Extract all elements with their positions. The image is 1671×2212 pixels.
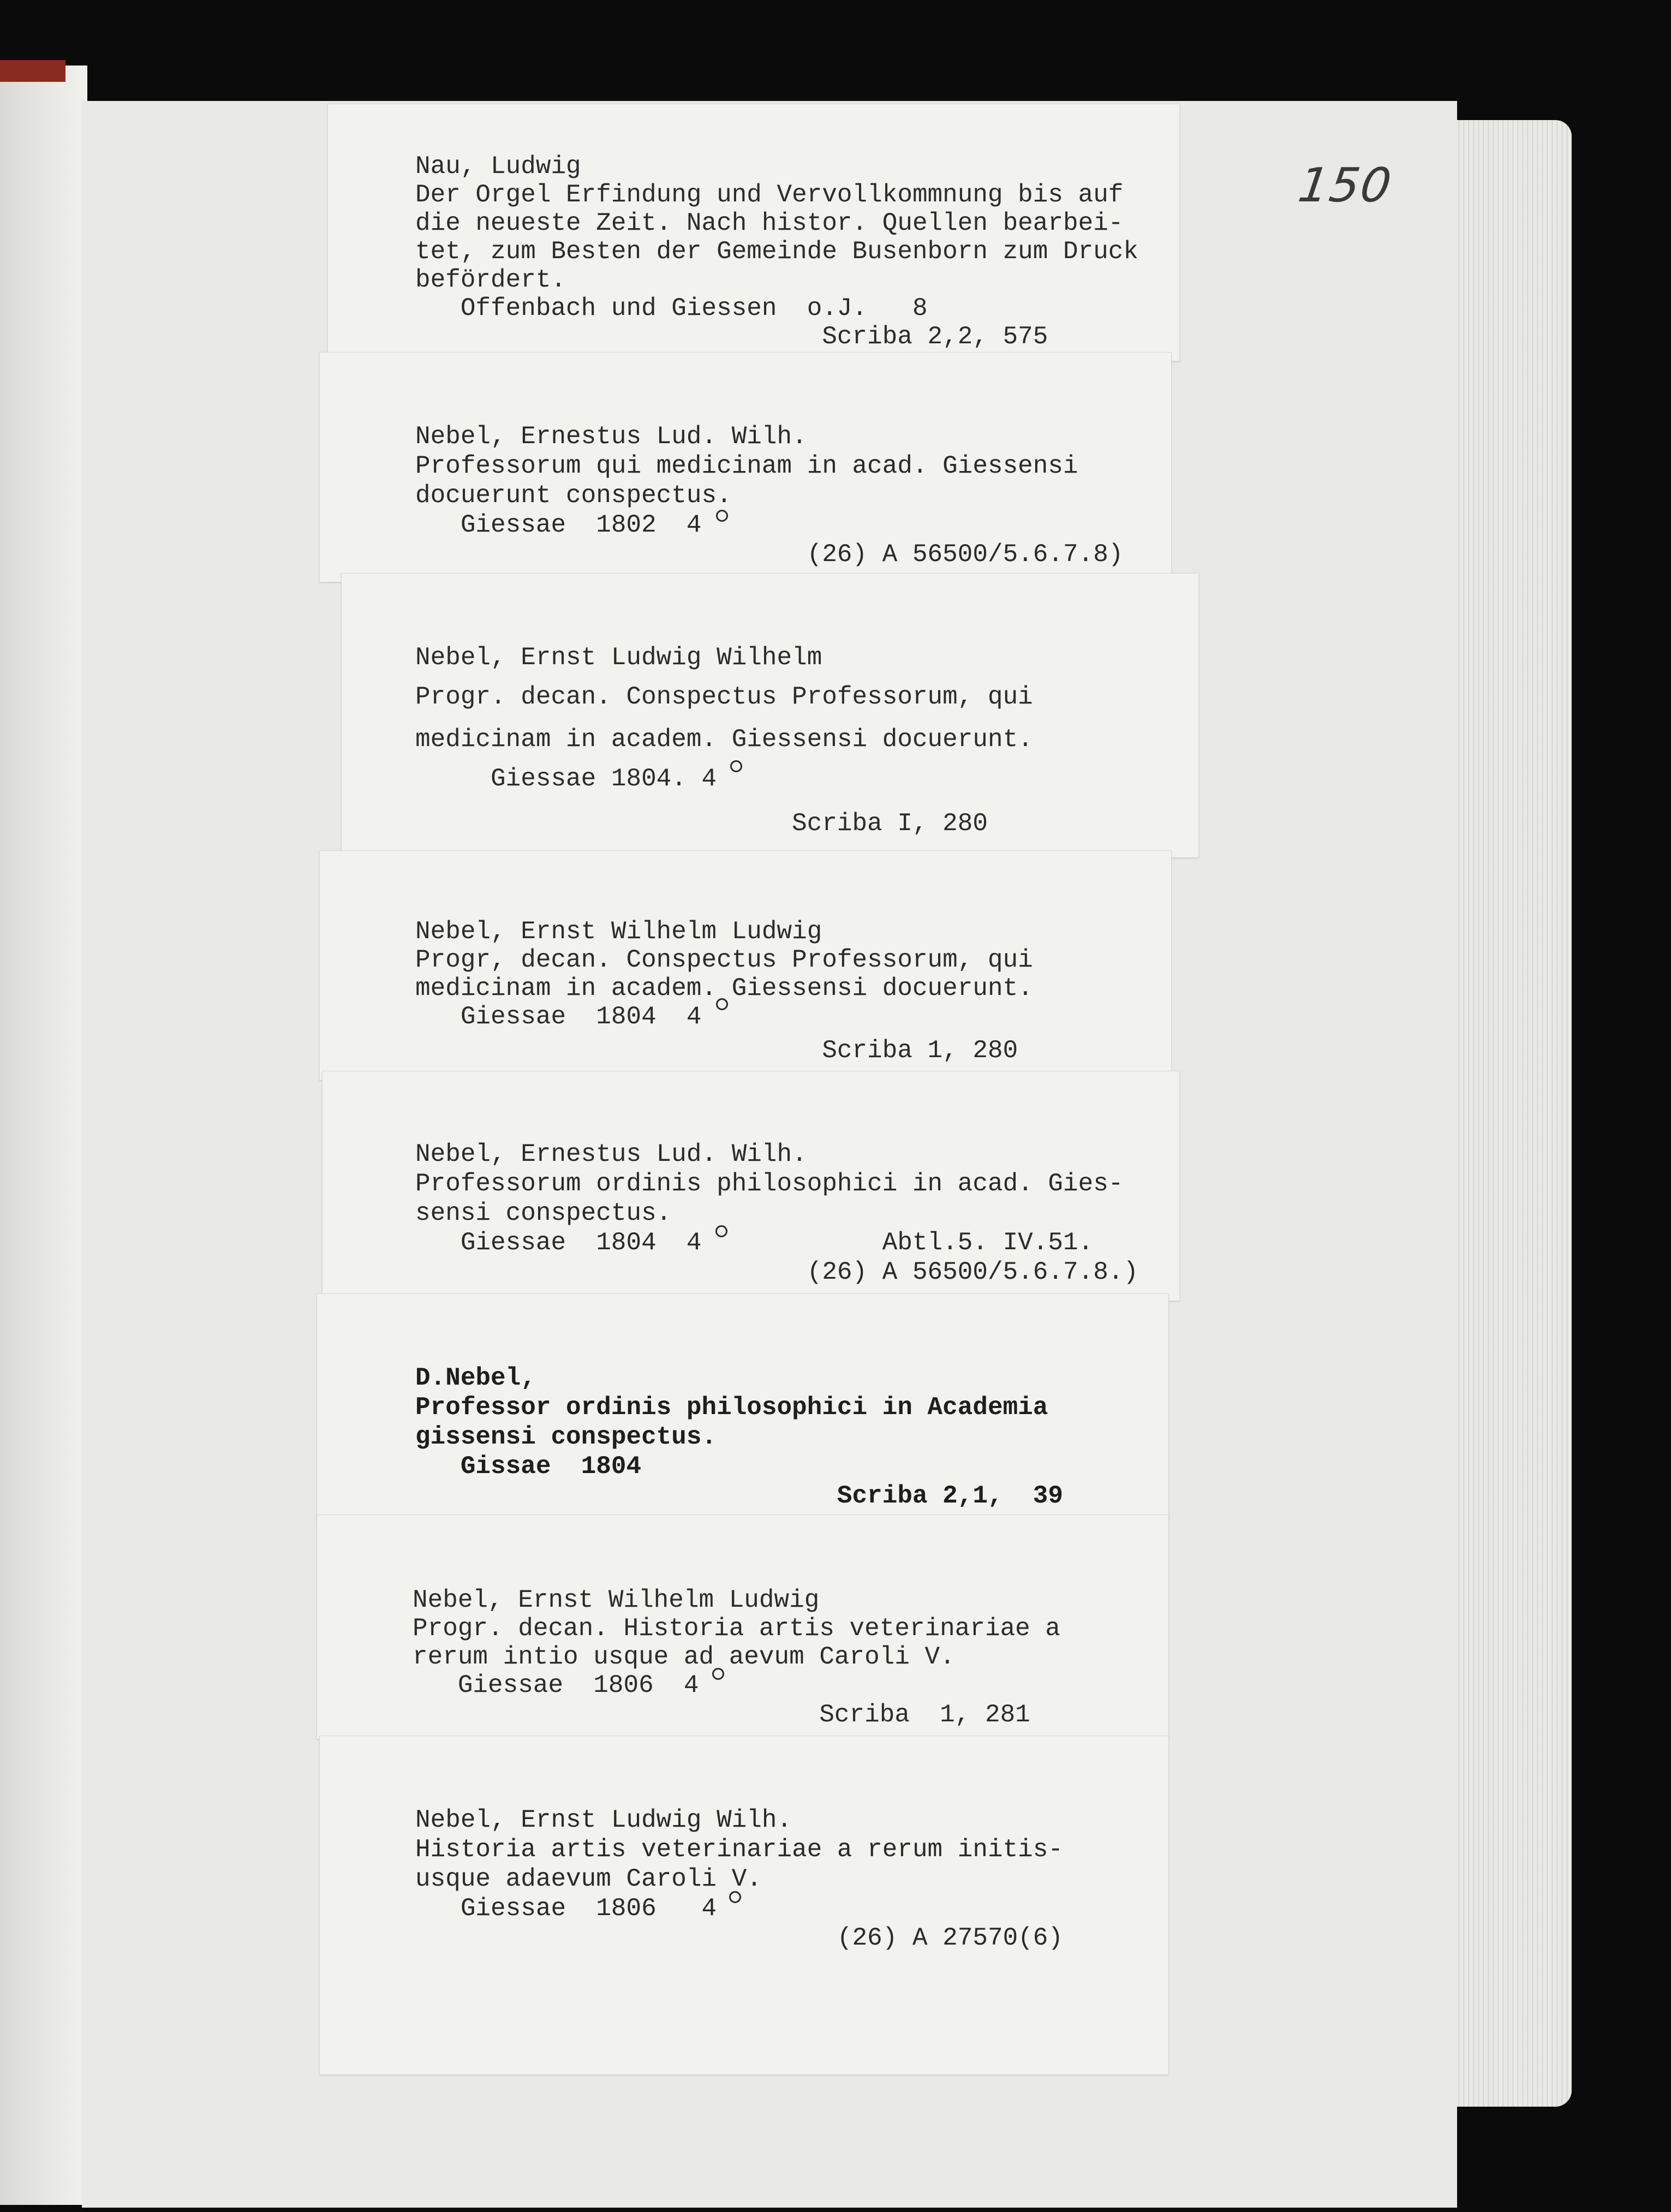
card-line: D.Nebel, [415, 1364, 536, 1392]
card-line: Professorum ordinis philosophici in acad. Gies- [415, 1170, 1124, 1198]
card-line: (26) A 56500/5.6.7.8.) [415, 1258, 1139, 1286]
card-line: Scriba 1, 281 [413, 1701, 1030, 1729]
card-line: Giessae 1806 4 [415, 1894, 717, 1923]
card-line: Nebel, Ernst Wilhelm Ludwig [415, 917, 822, 946]
card-line: rerum intio usque ad aevum Caroli V. [413, 1643, 955, 1671]
card-line: Professor ordinis philosophici in Academia [415, 1393, 1048, 1422]
card-line: die neueste Zeit. Nach histor. Quellen bearbei- [415, 209, 1124, 237]
card-line: Nebel, Ernestus Lud. Wilh. [415, 422, 807, 451]
degree-sign [715, 1225, 727, 1237]
degree-sign [729, 1891, 741, 1903]
card-line: Giessae 1806 4 [413, 1671, 699, 1700]
catalog-card [319, 352, 1172, 582]
degree-sign [716, 510, 728, 522]
card-line: Progr. decan. Historia artis veterinariae a [413, 1614, 1060, 1643]
card-line: Nau, Ludwig [415, 152, 581, 181]
degree-sign [730, 760, 742, 772]
catalog-card [327, 104, 1180, 361]
card-line: tet, zum Besten der Gemeinde Busenborn zum Druck [415, 237, 1139, 266]
card-line: (26) A 56500/5.6.7.8) [415, 540, 1124, 569]
card-line: Giessae 1804. 4 [415, 765, 717, 793]
card-line: Scriba I, 280 [415, 809, 988, 838]
card-line: sensi conspectus. [415, 1199, 672, 1227]
card-line: medicinam in academ. Giessensi docuerunt. [415, 725, 1033, 754]
catalog-card [322, 1071, 1180, 1301]
card-line: Nebel, Ernestus Lud. Wilh. [415, 1140, 807, 1168]
card-line: (26) A 27570(6) [415, 1924, 1063, 1952]
card-line: Professorum qui medicinam in acad. Giessensi [415, 452, 1078, 480]
card-line: usque adaevum Caroli V. [415, 1865, 762, 1893]
card-line: Giessae 1804 4 [415, 1003, 702, 1031]
card-line: docuerunt conspectus. [415, 481, 732, 510]
card-line: gissensi conspectus. [415, 1423, 717, 1451]
card-line: Nebel, Ernst Ludwig Wilhelm [415, 643, 822, 672]
degree-sign [712, 1668, 724, 1680]
card-line: Nebel, Ernst Wilhelm Ludwig [413, 1586, 820, 1614]
catalog-card [341, 573, 1199, 858]
catalog-card [319, 850, 1172, 1081]
catalog-card [317, 1515, 1169, 1739]
page-number: 150 [1294, 158, 1396, 213]
card-line: Historia artis veterinariae a rerum initis- [415, 1835, 1063, 1864]
card-line: Progr, decan. Conspectus Professorum, qui [415, 946, 1033, 974]
card-line: Nebel, Ernst Ludwig Wilh. [415, 1806, 792, 1834]
card-line: Scriba 2,2, 575 [415, 323, 1048, 351]
card-line: Giessae 1804 4 Abtl.5. IV.51. [415, 1229, 1094, 1257]
card-line: Scriba 1, 280 [415, 1036, 1018, 1065]
book-cover-edge [0, 60, 65, 82]
card-line: befördert. [415, 266, 566, 294]
card-line: Progr. decan. Conspectus Professorum, qui [415, 683, 1033, 711]
card-line: Giessae 1802 4 [415, 511, 702, 539]
card-line: medicinam in academ. Giessensi docuerunt. [415, 974, 1033, 1003]
card-line: Scriba 2,1, 39 [415, 1482, 1063, 1510]
left-page-edge [0, 65, 87, 2205]
catalog-card [317, 1293, 1169, 1521]
degree-sign [716, 998, 728, 1010]
catalog-card [319, 1736, 1169, 2075]
card-line: Der Orgel Erfindung und Vervollkommnung bis auf [415, 181, 1124, 209]
card-line: Offenbach und Giessen o.J. 8 [415, 294, 928, 323]
card-line: Gissae 1804 [415, 1452, 642, 1481]
